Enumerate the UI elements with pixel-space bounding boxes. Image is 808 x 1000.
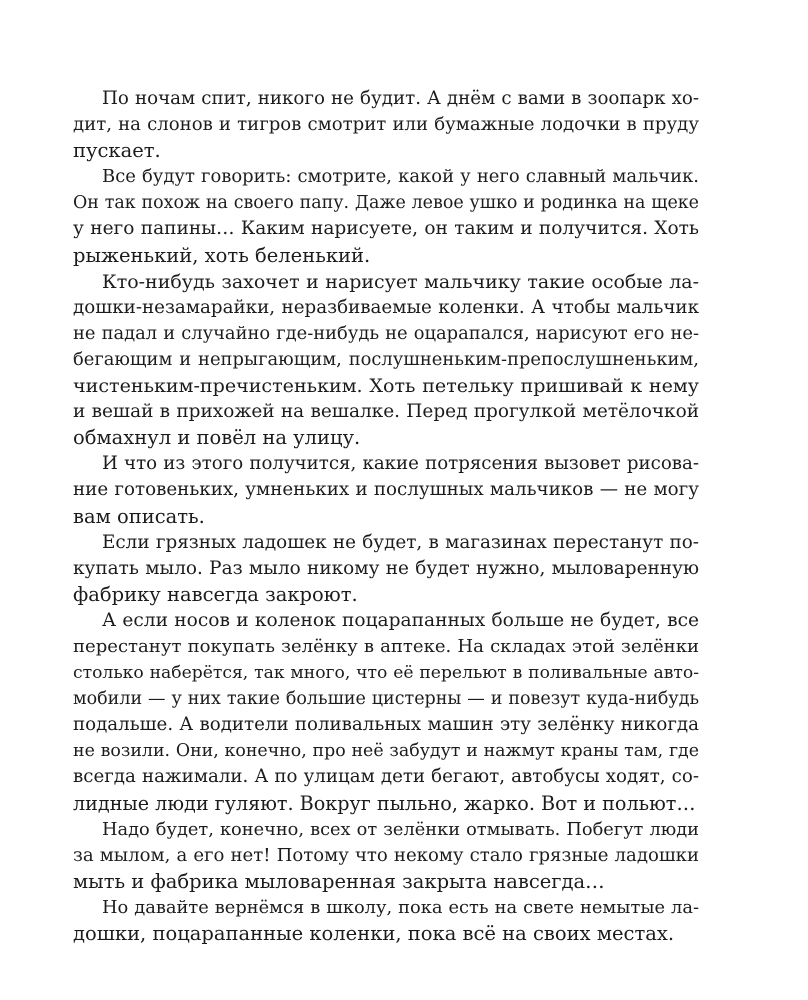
text-line: подальше. А водители поливальных машин эту зелёнку никогда xyxy=(73,714,699,736)
paragraph-3 xyxy=(73,269,699,452)
text-line: перестанут покупать зелёнку в аптеке. На складах этой зелёнки xyxy=(73,635,699,657)
text-line: не возили. Они, конечно, про неё забудут и нажмут краны там, где xyxy=(73,741,699,762)
text-line: фабрику навсегда закроют. xyxy=(73,582,358,606)
text-line: у него папины… Каким нарисуете, он таким и получится. Хоть xyxy=(73,218,699,240)
text-line: пускает. xyxy=(73,139,161,163)
book-page-text xyxy=(73,86,699,947)
paragraph-5 xyxy=(73,530,699,608)
text-line: дошки-незамарайки, неразбиваемые коленки. А чтобы мальчик xyxy=(73,296,699,318)
text-line: Все будут говорить: смотрите, какой у него славный мальчик. xyxy=(102,166,699,188)
text-line: мобили — у них такие большие цистерны — и повезут куда-нибудь xyxy=(73,689,699,710)
text-line: и вешай в прихожей на вешалке. Перед прогулкой метёлочкой xyxy=(73,401,699,423)
text-line: купать мыло. Раз мыло никому не будет нужно, мыловаренную xyxy=(73,557,699,579)
text-line: обмахнул и повёл на улицу. xyxy=(73,426,361,450)
text-line: И что из этого получится, какие потрясения вызовет рисова- xyxy=(102,453,699,475)
text-line: Надо будет, конечно, всех от зелёнки отмывать. Побегут люди xyxy=(102,819,699,840)
text-line: А если носов и коленок поцарапанных больше не будет, все xyxy=(102,609,699,631)
paragraph-7 xyxy=(73,817,699,895)
text-line: Кто-нибудь захочет и нарисует мальчику такие особые ла- xyxy=(102,270,699,293)
text-line: столько наберётся, так много, что её перельют в поливальные авто- xyxy=(73,663,699,684)
text-line: не падал и случайно где-нибудь не оцарапался, нарисуют его не- xyxy=(73,322,699,344)
text-line: рыженький, хоть беленький. xyxy=(73,243,371,267)
text-line: чистеньким-пречистеньким. Хоть петельку пришивай к нему xyxy=(73,374,699,398)
paragraph-4 xyxy=(73,451,699,529)
text-line: Если грязных ладошек не будет, в магазинах перестанут по- xyxy=(102,531,699,553)
text-line: бегающим и непрыгающим, послушненьким-препослушненьким, xyxy=(73,348,699,370)
text-line: за мылом, а его нет! Потому что некому стало грязные ладошки xyxy=(73,844,699,866)
paragraph-6 xyxy=(73,608,699,817)
text-line: Но давайте вернёмся в школу, пока есть на свете немытые ла- xyxy=(102,896,699,918)
text-line: вам описать. xyxy=(73,504,205,528)
text-line: дит, на слонов и тигров смотрит или бумажные лодочки в пруду xyxy=(73,114,699,136)
text-line: лидные люди гуляют. Вокруг пыльно, жарко. Вот и польют… xyxy=(73,791,696,815)
text-line: ние готовеньких, умненьких и послушных мальчиков — не могу xyxy=(73,479,699,501)
text-line: Он так похож на своего папу. Даже левое ушко и родинка на щеке xyxy=(73,193,699,214)
text-line: всегда нажимали. А по улицам дети бегают, автобусы ходят, со- xyxy=(73,766,699,788)
text-line: По ночам спит, никого не будит. А днём с вами в зоопарк хо- xyxy=(102,88,699,109)
paragraph-1 xyxy=(73,86,699,164)
text-line: мыть и фабрика мыловаренная закрыта навсегда… xyxy=(73,869,605,893)
text-line: дошки, поцарапанные коленки, пока всё на своих местах. xyxy=(73,922,675,945)
paragraph-2 xyxy=(73,164,699,268)
paragraph-8 xyxy=(73,895,699,947)
